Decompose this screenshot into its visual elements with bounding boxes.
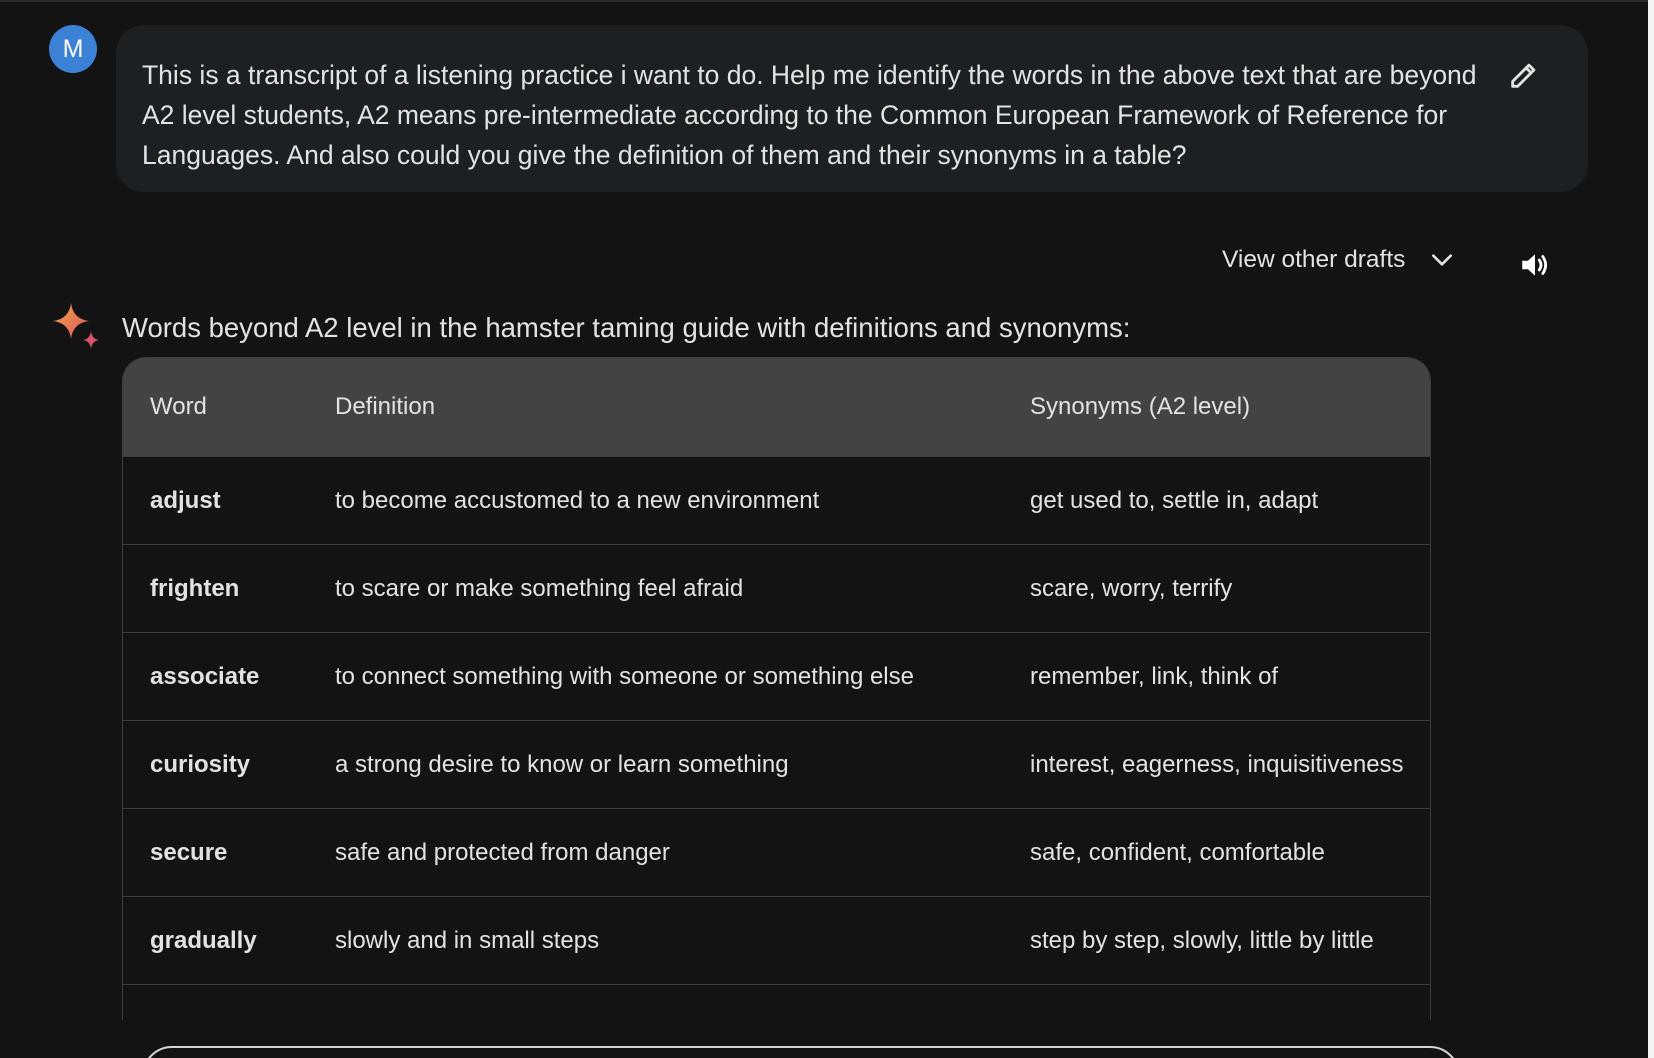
cell-definition: [308, 985, 1003, 1021]
cell-word: curiosity: [123, 721, 308, 809]
column-header-word: Word: [123, 358, 308, 457]
table-row: [123, 897, 1430, 985]
cell-definition: to become accustomed to a new environment: [308, 457, 1003, 545]
column-header-definition: Definition: [308, 358, 1003, 457]
cell-synonyms: scare, worry, terrify: [1003, 545, 1430, 633]
window-top-edge: [0, 0, 1654, 2]
table-row: [123, 545, 1430, 633]
chevron-down-icon: [1427, 245, 1457, 275]
vocabulary-table: [122, 357, 1431, 1020]
cell-synonyms: get used to, settle in, adapt: [1003, 457, 1430, 545]
table-row: [123, 633, 1430, 721]
cell-word: frighten: [123, 545, 308, 633]
table-row: [123, 457, 1430, 545]
cell-definition: to scare or make something feel afraid: [308, 545, 1003, 633]
prompt-input-bar[interactable]: [142, 1046, 1460, 1058]
cell-synonyms: safe, confident, comfortable: [1003, 809, 1430, 897]
cell-word: [123, 985, 308, 1021]
cell-definition: safe and protected from danger: [308, 809, 1003, 897]
view-other-drafts-button[interactable]: [1222, 238, 1457, 282]
cell-synonyms: step by step, slowly, little by little: [1003, 897, 1430, 985]
table-row: [123, 721, 1430, 809]
cell-definition: to connect something with someone or something else: [308, 633, 1003, 721]
response-intro-text: Words beyond A2 level in the hamster taming guide with definitions and synonyms:: [122, 312, 1131, 343]
cell-definition: a strong desire to know or learn something: [308, 721, 1003, 809]
table-row: [123, 809, 1430, 897]
speaker-icon[interactable]: [1513, 243, 1557, 287]
window-right-edge: [1648, 0, 1654, 1058]
table-row-cut-off: [123, 985, 1430, 1021]
cell-synonyms: remember, link, think of: [1003, 633, 1430, 721]
cell-word: adjust: [123, 457, 308, 545]
cell-synonyms: interest, eagerness, inquisitiveness: [1003, 721, 1430, 809]
cell-synonyms: [1003, 985, 1430, 1021]
pencil-icon[interactable]: [1502, 53, 1546, 97]
column-header-synonyms: Synonyms (A2 level): [1003, 358, 1430, 457]
cell-word: associate: [123, 633, 308, 721]
drafts-label: View other drafts: [1222, 246, 1406, 273]
cell-word: secure: [123, 809, 308, 897]
user-avatar[interactable]: M: [49, 25, 97, 73]
user-prompt-bubble: [116, 25, 1588, 192]
user-prompt-text: This is a transcript of a listening practice i want to do. Help me identify the words in the above text that are beyond A2 level students, A2 means pre-intermediate according to the Common European Framework of Reference for Languages. And also could you give the definition of them and their synonyms in a table?: [142, 60, 1477, 170]
gemini-sparkle-icon: [51, 301, 101, 351]
cell-word: gradually: [123, 897, 308, 985]
cell-definition: slowly and in small steps: [308, 897, 1003, 985]
table-header-row: [123, 358, 1430, 457]
